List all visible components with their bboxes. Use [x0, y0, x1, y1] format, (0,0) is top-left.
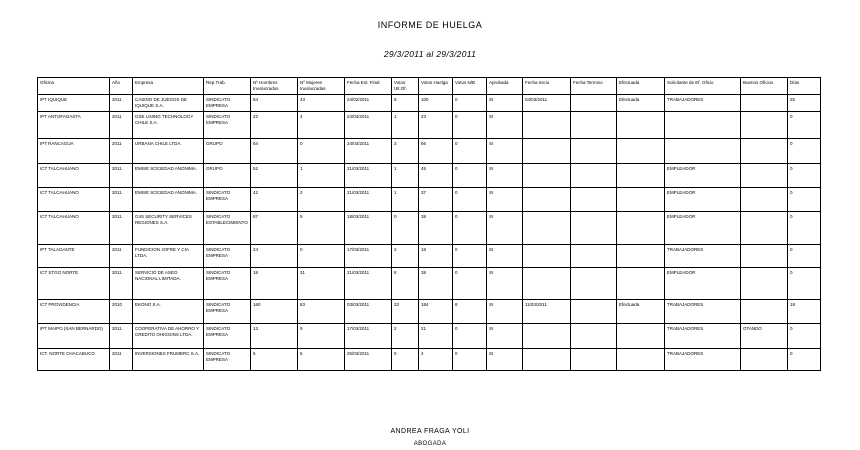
table-cell: 23 [419, 112, 453, 139]
table-cell: 2 [392, 245, 419, 268]
table-cell: 0 [453, 164, 487, 188]
table-cell: 43 [298, 95, 345, 112]
table-cell: 2011 [110, 188, 133, 212]
table-cell: 0 [788, 139, 821, 164]
table-cell [741, 112, 788, 139]
table-cell: 24/03/2011 [345, 112, 392, 139]
table-cell [571, 95, 617, 112]
table-cell [665, 112, 741, 139]
table-cell: 66 [419, 139, 453, 164]
table-cell [617, 112, 665, 139]
signature-role: ABOGADA [413, 441, 447, 447]
table-cell: 0 [392, 212, 419, 245]
table-cell: EMISE SOCIEDAD ANONIMA. [133, 164, 204, 188]
column-header: Votos Huelga [419, 78, 453, 95]
table-cell: 0 [788, 324, 821, 349]
table-cell: SINDICATO EMPRESA [204, 95, 251, 112]
table-cell: 0 [453, 95, 487, 112]
table-row [38, 349, 821, 371]
table-row [38, 164, 821, 188]
table-cell: GRUPO [204, 164, 251, 188]
table-cell: 31 [298, 268, 345, 300]
table-cell: 25/03/2011 [345, 349, 392, 371]
table-cell: 17/03/2011 [345, 324, 392, 349]
column-header: Votos N/B [453, 78, 487, 95]
table-cell: 87 [251, 212, 298, 245]
table-cell [741, 268, 788, 300]
table-cell [571, 112, 617, 139]
table-cell [741, 212, 788, 245]
table-cell: SERVICIO DE ASEO NACIONAL LIMITADA. [133, 268, 204, 300]
table-row [38, 95, 821, 112]
table-row [38, 188, 821, 212]
table-cell: 18/03/2011 [345, 212, 392, 245]
table-cell: 84 [251, 95, 298, 112]
table-cell: 2011 [110, 139, 133, 164]
table-cell: SI [487, 139, 523, 164]
table-cell: SI [487, 164, 523, 188]
table-cell: SINDICATO EMPRESA [204, 268, 251, 300]
table-cell: IPT ANTOFAGASTA [38, 112, 110, 139]
table-cell: 2011 [110, 268, 133, 300]
table-cell: 37 [419, 188, 453, 212]
table-cell: TRABAJADORES [665, 245, 741, 268]
table-cell: 1 [392, 164, 419, 188]
table-cell: 9 [298, 324, 345, 349]
table-cell: 24/02/2011 [345, 95, 392, 112]
column-header: Buenos Oficios [741, 78, 788, 95]
column-header: Fecha Inicio [523, 78, 571, 95]
table-cell: 0 [392, 349, 419, 371]
table-cell: TRABAJADORES [665, 324, 741, 349]
table-cell: 38 [419, 268, 453, 300]
table-cell: SINDICATO EMPRESA [204, 300, 251, 324]
table-cell [741, 188, 788, 212]
table-cell [571, 212, 617, 245]
table-cell [617, 349, 665, 371]
table-cell [741, 95, 788, 112]
table-cell: 0 [453, 188, 487, 212]
table-cell: EMPLEADOR [665, 268, 741, 300]
table-cell: 1 [392, 188, 419, 212]
table-cell: EMPLEADOR [665, 188, 741, 212]
table-cell: 21/03/2011 [345, 268, 392, 300]
table-cell: 3 [392, 139, 419, 164]
column-header: Año [110, 78, 133, 95]
table-cell: 18 [788, 300, 821, 324]
table-cell: 2011 [110, 349, 133, 371]
column-header: Rep.Trab. [204, 78, 251, 95]
table-row [38, 212, 821, 245]
table-cell: 21/03/2011 [345, 188, 392, 212]
table-cell: SINDICATO EMPRESA [204, 349, 251, 371]
table-cell: 38 [419, 212, 453, 245]
table-cell: 18 [251, 268, 298, 300]
table-cell: EMPLEADOR [665, 164, 741, 188]
table-cell: 5 [298, 349, 345, 371]
table-cell [741, 139, 788, 164]
table-cell: 1 [392, 112, 419, 139]
table-cell: SINDICATO EMPRESA [204, 245, 251, 268]
table-cell [523, 324, 571, 349]
table-cell: 0 [453, 139, 487, 164]
column-header: Empresa [133, 78, 204, 95]
table-cell: SI [487, 300, 523, 324]
table-row [38, 245, 821, 268]
table-cell: 160 [251, 300, 298, 324]
table-cell: IPT MAIPO (SAN BERNARDO) [38, 324, 110, 349]
table-cell [571, 349, 617, 371]
table-cell: 33 [392, 300, 419, 324]
table-cell: 100 [419, 95, 453, 112]
table-cell [617, 188, 665, 212]
table-cell: ICT TALCAHUANO [38, 164, 110, 188]
table-cell: 24 [251, 245, 298, 268]
table-cell: 1 [298, 164, 345, 188]
table-cell: 2011 [110, 245, 133, 268]
table-cell: OTANDO [741, 324, 788, 349]
table-cell: 11/03/2011 [523, 300, 571, 324]
table-cell [617, 324, 665, 349]
table-cell [617, 139, 665, 164]
table-cell: Efectuada [617, 95, 665, 112]
table-cell [617, 268, 665, 300]
table-cell: 22 [251, 112, 298, 139]
table-cell: 0 [788, 268, 821, 300]
table-body [38, 95, 821, 371]
column-header: Votos Ult.Of. [392, 78, 419, 95]
table-cell: SINDICATO EMPRESA [204, 188, 251, 212]
table-cell: FUNDICION JOFRE Y CIA LTDA. [133, 245, 204, 268]
table-cell [571, 268, 617, 300]
table-cell: 45 [419, 164, 453, 188]
table-cell: 8 [392, 268, 419, 300]
table-cell: GRUPO [204, 139, 251, 164]
table-cell: 0 [788, 245, 821, 268]
table-cell: 0 [453, 268, 487, 300]
table-cell: 2011 [110, 95, 133, 112]
table-cell: 25 [788, 95, 821, 112]
signature-name: ANDREA FRAGA YOLI [390, 428, 470, 435]
table-cell: 0 [453, 324, 487, 349]
table-cell [665, 139, 741, 164]
report-title: INFORME DE HUELGA [377, 20, 483, 30]
table-cell: SINDICATO EMPRESA [204, 324, 251, 349]
table-row [38, 300, 821, 324]
table-cell: IPT RANCAGUA [38, 139, 110, 164]
table-cell: 17/03/2011 [345, 245, 392, 268]
table-row [38, 268, 821, 300]
table-cell: 4 [298, 112, 345, 139]
table-cell [571, 139, 617, 164]
table-cell: 5 [251, 349, 298, 371]
table-cell: EKONO S.A. [133, 300, 204, 324]
table-cell [523, 349, 571, 371]
strike-report-table [37, 77, 821, 371]
table-cell: 2011 [110, 112, 133, 139]
table-cell [741, 164, 788, 188]
table-cell: 0 [788, 164, 821, 188]
table-cell: 0 [788, 212, 821, 245]
table-cell [617, 245, 665, 268]
table-cell: 0 [453, 245, 487, 268]
table-cell: 8 [453, 300, 487, 324]
table-cell: IPT TALAGANTE [38, 245, 110, 268]
report-date-range: 29/3/2011 al 29/3/2011 [383, 49, 477, 59]
table-cell: SI [487, 212, 523, 245]
column-header: Nº Hombres Involucrados [251, 78, 298, 95]
table-cell [617, 212, 665, 245]
table-cell [523, 212, 571, 245]
column-header: Fecha Est. Final [345, 78, 392, 95]
column-header: Aprobada [487, 78, 523, 95]
table-cell [571, 188, 617, 212]
table-cell: 184 [419, 300, 453, 324]
table-cell: SINDICATO ESTABLECIMIENTO [204, 212, 251, 245]
table-cell: ICT STGO NORTE [38, 268, 110, 300]
table-cell: 04/03/2011 [523, 95, 571, 112]
table-cell: 2011 [110, 164, 133, 188]
column-header: Solicitante de Ef. Oficio [665, 78, 741, 95]
table-cell: TRABAJADORES [665, 300, 741, 324]
table-row [38, 324, 821, 349]
table-cell [523, 139, 571, 164]
table-header-row [38, 78, 821, 95]
table-cell: SI [487, 245, 523, 268]
column-header: Fecha Termino [571, 78, 617, 95]
column-header: Días [788, 78, 821, 95]
table-cell: EMPLEADOR [665, 212, 741, 245]
table-cell [741, 245, 788, 268]
table-cell: 0 [298, 139, 345, 164]
table-cell: 0 [453, 112, 487, 139]
table-cell [617, 164, 665, 188]
table-cell [571, 324, 617, 349]
table-cell [571, 164, 617, 188]
table-cell: ICT TALCAHUANO [38, 188, 110, 212]
table-cell: EMISE SOCIEDAD ANONIMA. [133, 188, 204, 212]
table-cell: SI [487, 349, 523, 371]
table-cell: COOPERATIVA DE AHORRO Y CREDITO OHIGGINS LTDA. [133, 324, 204, 349]
table-cell: 8 [392, 95, 419, 112]
table-cell [523, 268, 571, 300]
table-cell: INVERSIONES FRUMERC S.A. [133, 349, 204, 371]
table-cell: 0 [788, 349, 821, 371]
table-cell: 4 [419, 349, 453, 371]
table-cell: SI [487, 188, 523, 212]
table-cell: 03/03/2011 [345, 300, 392, 324]
table-cell: G4S SECURITY SERVICES REGIONES S.A. [133, 212, 204, 245]
table-cell: 5 [298, 212, 345, 245]
table-cell: 24/03/2011 [345, 139, 392, 164]
table-cell: Efectuada [617, 300, 665, 324]
table-cell [523, 245, 571, 268]
table-cell: GSE LINING TECHNOLOGY CHILE S.A. [133, 112, 204, 139]
table-cell: SI [487, 324, 523, 349]
table-cell: SINDICATO EMPRESA [204, 112, 251, 139]
table-cell: 2 [298, 188, 345, 212]
table-cell: 13 [251, 324, 298, 349]
table-cell: 52 [251, 164, 298, 188]
table-cell: 21/03/2011 [345, 164, 392, 188]
table-cell [571, 245, 617, 268]
table-cell: 2010 [110, 300, 133, 324]
table-cell: ICT TALCAHUANO [38, 212, 110, 245]
table-cell: 0 [453, 212, 487, 245]
table-cell: 0 [453, 349, 487, 371]
table-cell: 64 [251, 139, 298, 164]
table-cell [523, 188, 571, 212]
table-cell: 18 [419, 245, 453, 268]
table-cell [523, 164, 571, 188]
table-cell: 2 [392, 324, 419, 349]
table-cell: 0 [788, 112, 821, 139]
table-cell: IPT IQUIQUE [38, 95, 110, 112]
table-cell: 83 [298, 300, 345, 324]
table-row [38, 139, 821, 164]
table-cell [741, 300, 788, 324]
table-cell: SI [487, 95, 523, 112]
column-header: Efectuada [617, 78, 665, 95]
table-cell: 2011 [110, 212, 133, 245]
table-cell: TRABAJADORES [665, 95, 741, 112]
table-cell: TRABAJADORES [665, 349, 741, 371]
table-cell: CASINO DE JUEGOS DE IQUIQUE S.A. [133, 95, 204, 112]
column-header: Oficina [38, 78, 110, 95]
table-cell: 42 [251, 188, 298, 212]
table-cell [571, 300, 617, 324]
table-cell [741, 349, 788, 371]
table-cell: SI [487, 112, 523, 139]
table-row [38, 112, 821, 139]
table-cell: 0 [788, 188, 821, 212]
table-cell: 21 [419, 324, 453, 349]
table-cell: 0 [298, 245, 345, 268]
column-header: Nº Mujeres Involucradas [298, 78, 345, 95]
table-cell [523, 112, 571, 139]
table-cell: ICT PROVIDENCIA [38, 300, 110, 324]
table-cell: ICT. NORTE CHACABUCO [38, 349, 110, 371]
table-cell: 2011 [110, 324, 133, 349]
table-cell: SI [487, 268, 523, 300]
table-cell: URBANA CHILE LTDA. [133, 139, 204, 164]
